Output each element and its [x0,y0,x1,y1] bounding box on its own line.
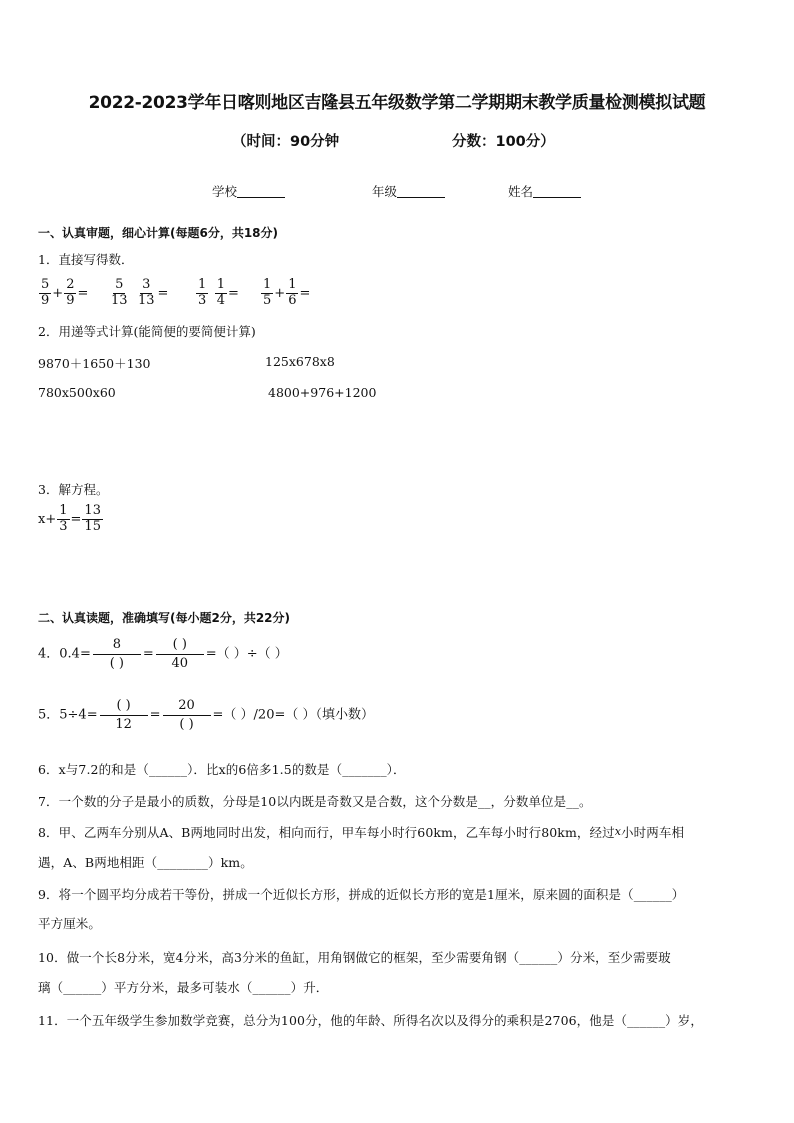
school-label: 学校 [212,184,238,199]
section-1-heading: 一、认真审题，细心计算(每题6分，共18分) [38,226,279,240]
q1-item-4: $\frac{1}{5}$ + $\frac{1}{6}$ = [263,277,311,308]
total-score: 分数：100分） [452,134,555,150]
grade-label: 年级 [372,184,398,199]
question-9-line-2: 平方厘米。 [38,916,102,931]
question-3-label: 3．解方程。 [38,482,109,497]
question-8-line-2: 遇，A、B两地相距（________）km。 [38,855,253,870]
q2-expr-3: 780x500x60 [38,385,116,400]
time-limit: （时间：90分钟 [232,134,340,150]
q2-expr-1: 9870＋1650＋130 [38,356,151,371]
page-title: 2022-2023学年日喀则地区吉隆县五年级数学第二学期期末教学质量检测模拟试题 [88,93,706,113]
question-10-line-1: 10．做一个长8分米，宽4分米，高3分米的鱼缸，用角钢做它的框架，至少需要角钢（______）分米，至少需要玻 [38,950,671,965]
question-8-line-1: 8．甲、乙两车分别从A、B两地同时出发，相向而行，甲车每小时行60km，乙车每小时行80km，经过x小时两车相 [38,825,685,840]
name-blank[interactable] [533,183,581,198]
q2-expr-4: 4800+976+1200 [268,385,377,400]
name-field[interactable] [508,182,581,200]
question-2-label: 2．用递等式计算(能简便的要简便计算) [38,324,256,339]
q1-item-2: $\frac{5}{13}$ $\frac{3}{13}$ = [111,277,169,308]
question-7: 7．一个数的分子是最小的质数，分母是10以内既是奇数又是合数，这个分数是__，分数单位是__。 [38,794,592,809]
name-label: 姓名 [508,184,534,199]
question-10-line-2: 璃（______）平方分米，最多可装水（______）升． [38,980,329,995]
grade-field[interactable] [372,182,445,200]
q1-item-1: $\frac{5}{9}$ + $\frac{2}{9}$ = [41,277,89,308]
school-field[interactable] [212,182,285,200]
question-11-line-1: 11．一个五年级学生参加数学竞赛，总分为100分，他的年龄、所得名次以及得分的乘积是2706，他是（______）岁， [38,1013,703,1028]
question-4: 4．0.4= 8 ( ) = ( ) 40 =（ ）÷（ ） [38,637,288,671]
question-5: 5．5÷4= ( ) 12 = 20 ( ) =（ ）/20=（ ）（填小数） [38,698,374,732]
q3-equation: x+ $\frac{1}{3}$ = $\frac{13}{15}$ [38,503,101,534]
q2-expr-2: 125x678x8 [265,354,335,369]
school-blank[interactable] [237,183,285,198]
grade-blank[interactable] [397,183,445,198]
section-2-heading: 二、认真读题，准确填写(每小题2分，共22分) [38,611,291,625]
question-1-label: 1．直接写得数． [38,252,134,267]
question-6: 6．x与7.2的和是（______）．比x的6倍多1.5的数是（_______）． [38,762,406,777]
question-9-line-1: 9．将一个圆平均分成若干等份，拼成一个近似长方形，拼成的近似长方形的宽是1厘米，原来圆的面积是（______） [38,887,685,902]
q1-item-3: $\frac{1}{3}$ $\frac{1}{4}$ = [198,277,239,308]
